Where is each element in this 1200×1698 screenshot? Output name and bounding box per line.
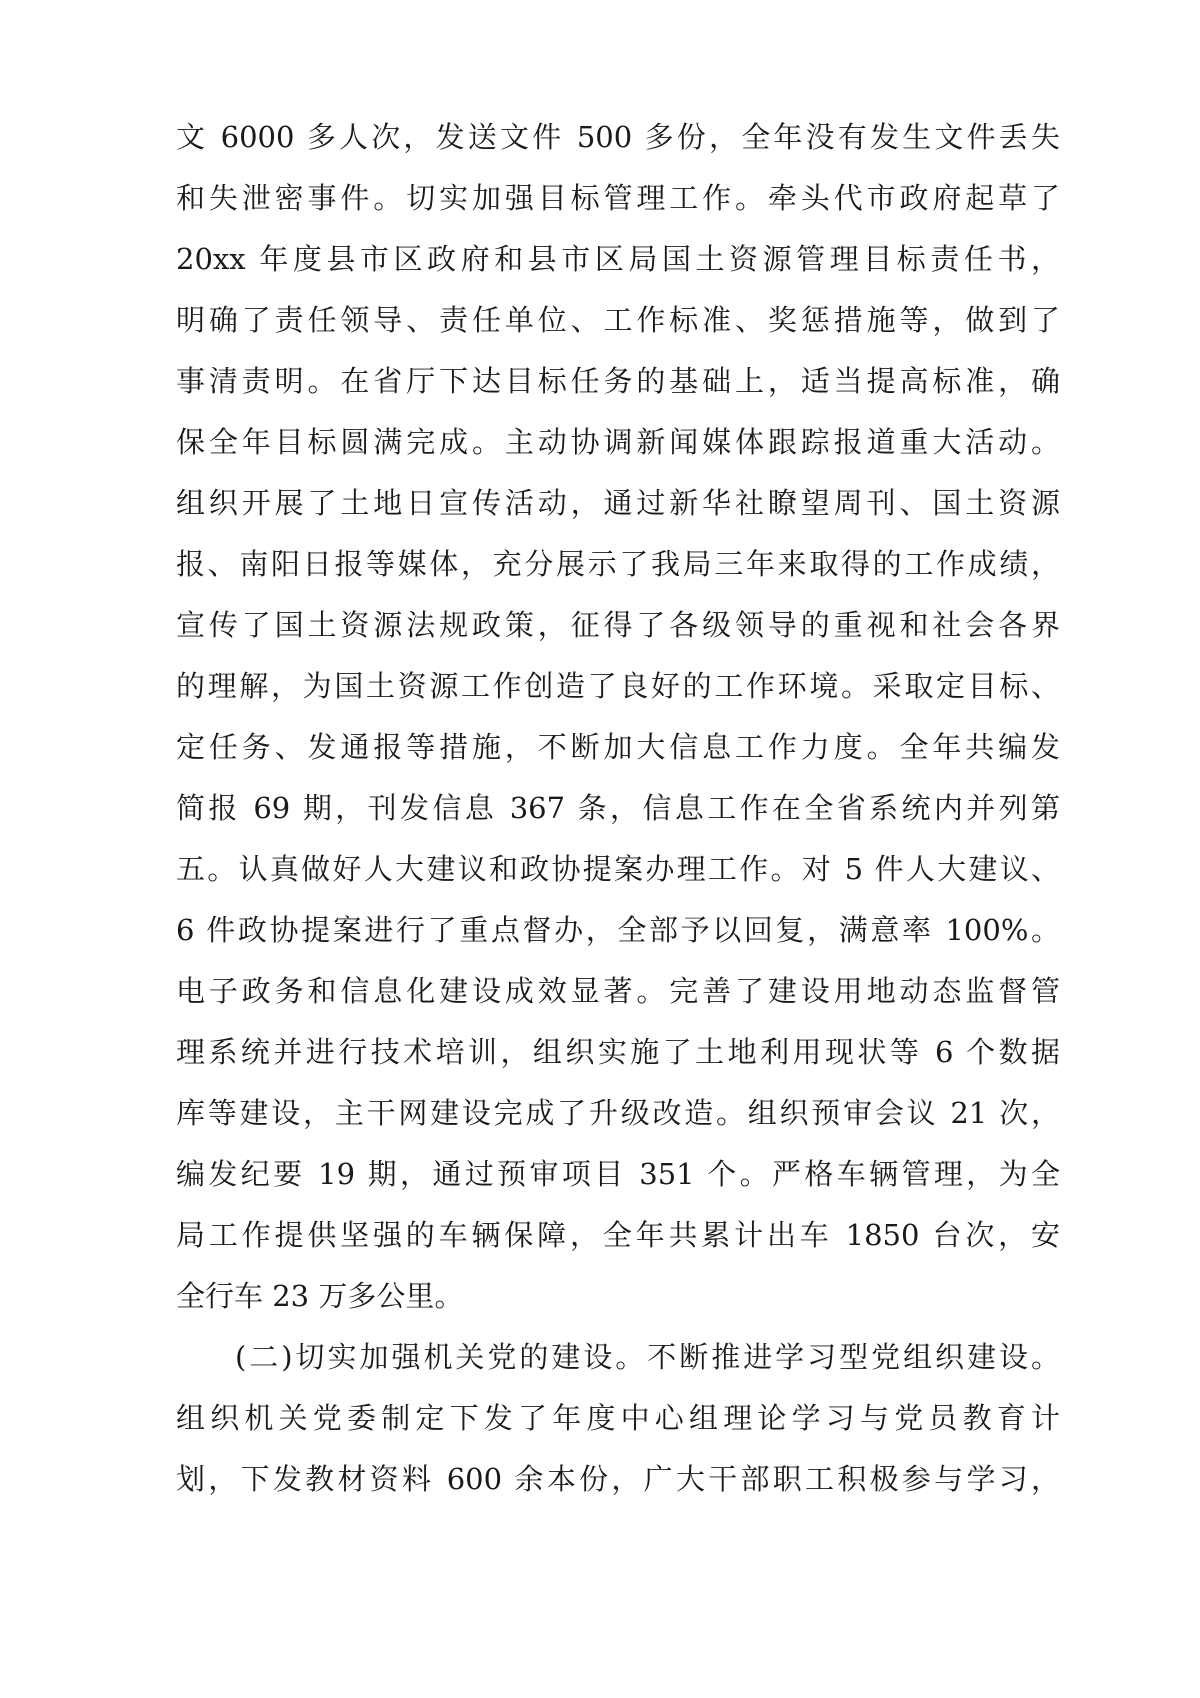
text-line: 事清责明。在省厅下达目标任务的基础上，适当提高标准，确 [176,364,1060,398]
text-line: 和失泄密事件。切实加强目标管理工作。牵头代市政府起草了 [176,181,1060,215]
text-line: 组织开展了土地日宣传活动，通过新华社瞭望周刊、国土资源 [176,486,1060,520]
section-heading-line: (二)切实加强机关党的建设。不断推进学习型党组织建设。 [235,1340,1060,1374]
text-line: 五。认真做好人大建议和政协提案办理工作。对 5 件人大建议、 [176,852,1060,886]
text-line: 保全年目标圆满完成。主动协调新闻媒体跟踪报道重大活动。 [176,425,1060,459]
text-line: 明确了责任领导、责任单位、工作标准、奖惩措施等，做到了 [176,303,1060,337]
text-line: 文 6000 多人次，发送文件 500 多份，全年没有发生文件丢失 [176,120,1060,154]
text-line: 电子政务和信息化建设成效显著。完善了建设用地动态监督管 [176,974,1060,1008]
text-line: 20xx 年度县市区政府和县市区局国土资源管理目标责任书， [176,242,1060,276]
text-line: 报、南阳日报等媒体，充分展示了我局三年来取得的工作成绩， [176,547,1060,581]
text-line: 简报 69 期，刊发信息 367 条，信息工作在全省系统内并列第 [176,791,1060,825]
text-line: 6 件政协提案进行了重点督办，全部予以回复，满意率 100%。 [176,913,1060,947]
text-line: 定任务、发通报等措施，不断加大信息工作力度。全年共编发 [176,730,1060,764]
text-line: 组织机关党委制定下发了年度中心组理论学习与党员教育计 [176,1401,1060,1435]
text-line: 全行车 23 万多公里。 [176,1279,464,1313]
text-line: 宣传了国土资源法规政策，征得了各级领导的重视和社会各界 [176,608,1060,642]
text-line: 理系统并进行技术培训，组织实施了土地利用现状等 6 个数据 [176,1035,1060,1069]
text-line: 局工作提供坚强的车辆保障，全年共累计出车 1850 台次，安 [176,1218,1060,1252]
text-line: 的理解，为国土资源工作创造了良好的工作环境。采取定目标、 [176,669,1060,703]
text-line: 库等建设，主干网建设完成了升级改造。组织预审会议 21 次， [176,1096,1060,1130]
text-line: 编发纪要 19 期，通过预审项目 351 个。严格车辆管理，为全 [176,1157,1060,1191]
text-line: 划，下发教材资料 600 余本份，广大干部职工积极参与学习， [176,1462,1060,1496]
